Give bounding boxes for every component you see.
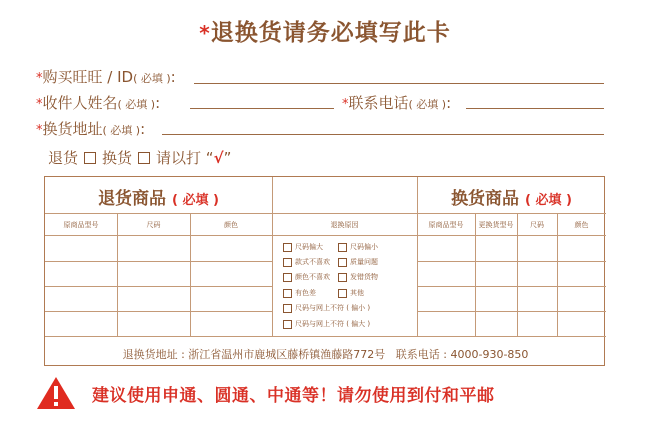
recipient-name-label [36,92,160,113]
divider [45,235,606,236]
column-header: 尺码 [530,221,544,229]
buyer-id-label-text: 购买旺旺 / ID [42,68,134,86]
divider [475,213,476,336]
option-row [48,147,231,168]
reason-item[interactable]: 款式不喜欢 [283,257,330,267]
divider [190,213,191,336]
exchange-address-label-text: 换货地址 [42,120,103,138]
required-hint: ( 必填 ) [117,98,156,111]
divider [272,177,273,336]
colon: : [155,94,161,112]
column-header: 颜色 [224,221,238,229]
divider [45,261,272,262]
phone-field[interactable] [466,108,604,109]
page-title [0,14,650,47]
divider [557,213,558,336]
reason-item[interactable]: 发错货物 [338,272,378,282]
reason-checkbox[interactable] [338,243,347,252]
return-checkbox[interactable] [84,152,96,164]
column-header: 颜色 [574,221,589,229]
phone-label-text: 联系电话 [348,94,409,112]
divider [45,336,606,337]
required-mark: * [199,21,211,45]
colon: : [170,68,176,86]
divider [117,213,118,336]
column-header: 尺码 [146,221,161,229]
return-section-title: 退货商品 ( 必填 ) [98,189,219,209]
return-option-label: 退货 [48,149,79,167]
reason-item[interactable]: 其他 [338,288,364,298]
warning-icon [36,376,76,410]
reason-header: 退换原因 [330,221,359,229]
required-mark: * [36,71,43,86]
reason-checkbox[interactable] [283,243,292,252]
reason-item[interactable]: 尺码与网上不符 ( 偏大 ) [283,319,370,329]
divider [517,213,518,336]
reason-item[interactable]: 尺码偏小 [338,242,378,252]
required-mark: * [342,97,349,112]
reason-checkbox[interactable] [283,289,292,298]
reason-checkbox[interactable] [338,289,347,298]
required-hint: ( 必填 ) [133,72,171,85]
divider [45,286,272,287]
reason-checkbox[interactable] [283,304,292,313]
column-header: 原商品型号 [63,221,99,229]
reason-item[interactable]: 有色差 [283,288,316,298]
reason-checkbox[interactable] [338,258,347,267]
reason-checkbox[interactable] [338,273,347,282]
recipient-name-label-text: 收件人姓名 [42,94,118,112]
return-exchange-form [44,176,605,366]
phone-label [342,92,451,113]
exchange-section-title: 换货商品 ( 必填 ) [451,189,572,209]
colon: : [446,94,452,112]
reason-item[interactable]: 尺码偏大 [283,242,323,252]
recipient-name-field[interactable] [190,108,334,109]
required-mark: * [36,97,43,112]
reason-item[interactable]: 质量问题 [338,257,378,267]
reason-checkbox[interactable] [283,273,292,282]
colon: : [140,120,146,138]
buyer-id-field[interactable] [194,83,604,84]
divider [417,261,606,262]
divider [45,311,272,312]
warning-text: 建议使用申通、圆通、中通等！请勿使用到付和平邮 [92,386,495,406]
reason-checkbox[interactable] [283,320,292,329]
buyer-id-label [36,66,176,87]
required-hint: ( 必填 ) [102,124,141,137]
column-header: 更换货型号 [478,221,514,229]
exchange-option-label: 换货 [102,149,133,167]
reason-checkbox[interactable] [283,258,292,267]
instruction-text: 请以打 “√” [156,149,232,167]
divider [45,213,606,214]
return-address: 退换货地址 : 浙江省温州市鹿城区藤桥镇渔藤路772号 联系电话 : 4000-930-850 [122,348,529,361]
divider [417,311,606,312]
title-text: 退换货请务必填写此卡 [210,20,451,46]
required-hint: ( 必填 ) [408,98,447,111]
reason-item[interactable]: 尺码与网上不符 ( 偏小 ) [283,303,370,313]
check-mark-icon: √ [213,149,224,167]
exchange-address-label [36,118,145,139]
required-mark: * [36,123,43,138]
reason-item[interactable]: 颜色不喜欢 [283,272,330,282]
exchange-address-field[interactable] [162,134,604,135]
divider [417,286,606,287]
exchange-checkbox[interactable] [138,152,150,164]
column-header: 原商品型号 [428,221,464,229]
